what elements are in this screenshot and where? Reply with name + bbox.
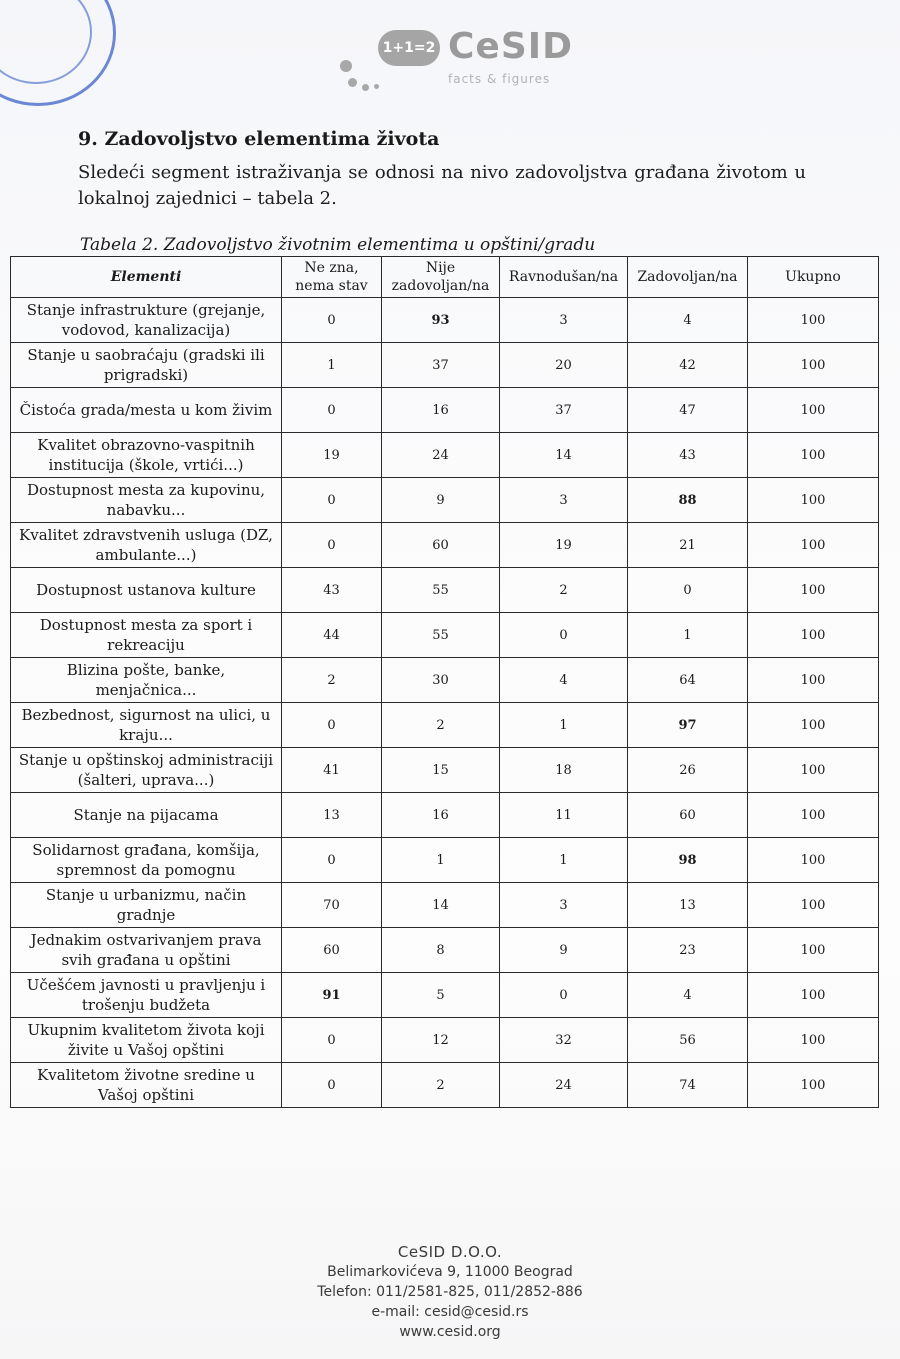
row-value-cell: 100 [748, 388, 879, 433]
logo-dot [348, 78, 357, 87]
row-label: Jednakim ostvarivanjem prava svih građana u opštini [11, 928, 282, 973]
row-label: Stanje u urbanizmu, način gradnje [11, 883, 282, 928]
row-label: Dostupnost ustanova kulture [11, 568, 282, 613]
row-value-cell: 32 [500, 1018, 628, 1063]
row-value-cell: 42 [628, 343, 748, 388]
row-value-cell: 100 [748, 298, 879, 343]
row-value-cell: 0 [282, 703, 382, 748]
row-label: Bezbednost, sigurnost na ulici, u kraju... [11, 703, 282, 748]
row-value-cell: 100 [748, 1018, 879, 1063]
row-value-cell: 55 [382, 568, 500, 613]
table-row [11, 388, 879, 433]
row-value-cell: 19 [500, 523, 628, 568]
logo-dot [340, 60, 352, 72]
table-row [11, 658, 879, 703]
row-value-cell: 100 [748, 1063, 879, 1108]
row-value-cell: 15 [382, 748, 500, 793]
row-value-cell: 2 [382, 703, 500, 748]
table-row [11, 298, 879, 343]
row-value-cell: 9 [382, 478, 500, 523]
row-value-cell: 4 [628, 973, 748, 1018]
row-value-cell: 97 [628, 703, 748, 748]
row-value-cell: 93 [382, 298, 500, 343]
table-row [11, 883, 879, 928]
row-value-cell: 14 [382, 883, 500, 928]
row-value-cell: 43 [628, 433, 748, 478]
table-header-row [11, 257, 879, 298]
row-value-cell: 1 [500, 838, 628, 883]
cesid-logo [340, 20, 574, 95]
row-value-cell: 12 [382, 1018, 500, 1063]
row-label: Ukupnim kvalitetom života koji živite u Vašoj opštini [11, 1018, 282, 1063]
row-value-cell: 60 [382, 523, 500, 568]
row-value-cell: 2 [382, 1063, 500, 1108]
row-value-cell: 44 [282, 613, 382, 658]
row-value-cell: 13 [282, 793, 382, 838]
row-value-cell: 8 [382, 928, 500, 973]
table-caption: Tabela 2. Zadovoljstvo životnim elementima u opštini/gradu [80, 235, 596, 255]
row-value-cell: 0 [500, 973, 628, 1018]
row-value-cell: 100 [748, 433, 879, 478]
row-value-cell: 74 [628, 1063, 748, 1108]
table-row [11, 793, 879, 838]
section-intro: Sledeći segment istraživanja se odnosi na nivo zadovoljstva građana životom u lokalnoj zajednici – tabela 2. [78, 162, 806, 209]
row-value-cell: 0 [500, 613, 628, 658]
row-label: Solidarnost građana, komšija, spremnost da pomognu [11, 838, 282, 883]
row-value-cell: 23 [628, 928, 748, 973]
table-row [11, 838, 879, 883]
table-row [11, 973, 879, 1018]
row-value-cell: 2 [500, 568, 628, 613]
row-value-cell: 0 [282, 523, 382, 568]
row-value-cell: 20 [500, 343, 628, 388]
footer-phone: Telefon: 011/2581-825, 011/2852-886 [317, 1284, 583, 1300]
row-value-cell: 43 [282, 568, 382, 613]
footer-company: CeSID D.O.O. [397, 1243, 503, 1261]
table-row [11, 523, 879, 568]
row-value-cell: 100 [748, 928, 879, 973]
table-row [11, 748, 879, 793]
row-value-cell: 91 [282, 973, 382, 1018]
row-value-cell: 60 [282, 928, 382, 973]
row-value-cell: 0 [282, 298, 382, 343]
row-value-cell: 64 [628, 658, 748, 703]
table-row [11, 1063, 879, 1108]
row-value-cell: 100 [748, 523, 879, 568]
row-value-cell: 98 [628, 838, 748, 883]
row-value-cell: 37 [382, 343, 500, 388]
logo-dot [362, 84, 369, 91]
row-value-cell: 21 [628, 523, 748, 568]
row-value-cell: 18 [500, 748, 628, 793]
table-body [11, 298, 879, 1108]
row-value-cell: 3 [500, 883, 628, 928]
row-label: Čistoća grada/mesta u kom živim [11, 388, 282, 433]
row-value-cell: 4 [500, 658, 628, 703]
table-row [11, 1018, 879, 1063]
column-header-ukupno: Ukupno [748, 257, 879, 298]
row-value-cell: 100 [748, 793, 879, 838]
row-value-cell: 100 [748, 883, 879, 928]
row-value-cell: 0 [628, 568, 748, 613]
row-value-cell: 60 [628, 793, 748, 838]
row-value-cell: 55 [382, 613, 500, 658]
row-value-cell: 0 [282, 838, 382, 883]
row-value-cell: 19 [282, 433, 382, 478]
satisfaction-table [10, 256, 879, 1108]
row-label: Blizina pošte, banke, menjačnica... [11, 658, 282, 703]
row-value-cell: 37 [500, 388, 628, 433]
row-value-cell: 14 [500, 433, 628, 478]
column-header-zadovoljan: Zadovoljan/na [628, 257, 748, 298]
row-value-cell: 100 [748, 973, 879, 1018]
row-label: Kvalitetom životne sredine u Vašoj opštini [11, 1063, 282, 1108]
row-value-cell: 13 [628, 883, 748, 928]
row-value-cell: 100 [748, 838, 879, 883]
row-value-cell: 0 [282, 388, 382, 433]
footer-web: www.cesid.org [399, 1324, 501, 1340]
row-value-cell: 2 [282, 658, 382, 703]
row-value-cell: 4 [628, 298, 748, 343]
row-value-cell: 1 [628, 613, 748, 658]
section-heading: 9. Zadovoljstvo elementima života [78, 128, 440, 150]
row-value-cell: 24 [500, 1063, 628, 1108]
row-value-cell: 47 [628, 388, 748, 433]
table-row [11, 703, 879, 748]
row-value-cell: 16 [382, 388, 500, 433]
row-value-cell: 56 [628, 1018, 748, 1063]
row-label: Kvalitet obrazovno-vaspitnih institucija (škole, vrtići...) [11, 433, 282, 478]
row-label: Kvalitet zdravstvenih usluga (DZ, ambulante...) [11, 523, 282, 568]
row-value-cell: 100 [748, 568, 879, 613]
table-row [11, 568, 879, 613]
row-value-cell: 9 [500, 928, 628, 973]
row-value-cell: 1 [500, 703, 628, 748]
table-row [11, 343, 879, 388]
row-value-cell: 41 [282, 748, 382, 793]
column-header-elementi: Elementi [11, 257, 282, 298]
logo-dot [374, 84, 379, 89]
logo-name: CeSID [448, 26, 574, 67]
row-value-cell: 100 [748, 613, 879, 658]
row-label: Stanje na pijacama [11, 793, 282, 838]
table-row [11, 613, 879, 658]
footer-email: e-mail: cesid@cesid.rs [371, 1304, 529, 1320]
page-footer [0, 1242, 900, 1342]
row-value-cell: 5 [382, 973, 500, 1018]
row-value-cell: 88 [628, 478, 748, 523]
row-value-cell: 100 [748, 703, 879, 748]
column-header-nije-zadovoljan: Nije zadovoljan/na [382, 257, 500, 298]
table-row [11, 433, 879, 478]
table-row [11, 478, 879, 523]
row-value-cell: 26 [628, 748, 748, 793]
row-value-cell: 100 [748, 478, 879, 523]
row-value-cell: 11 [500, 793, 628, 838]
row-value-cell: 100 [748, 658, 879, 703]
row-value-cell: 1 [282, 343, 382, 388]
row-value-cell: 30 [382, 658, 500, 703]
row-value-cell: 0 [282, 1018, 382, 1063]
row-label: Dostupnost mesta za kupovinu, nabavku... [11, 478, 282, 523]
logo-badge: 1+1=2 [378, 30, 440, 66]
row-value-cell: 1 [382, 838, 500, 883]
row-label: Stanje u saobraćaju (gradski ili prigradski) [11, 343, 282, 388]
row-value-cell: 100 [748, 343, 879, 388]
footer-address: Belimarkovićeva 9, 11000 Beograd [327, 1264, 573, 1280]
table-row [11, 928, 879, 973]
row-value-cell: 3 [500, 298, 628, 343]
row-label: Dostupnost mesta za sport i rekreaciju [11, 613, 282, 658]
row-value-cell: 70 [282, 883, 382, 928]
row-value-cell: 16 [382, 793, 500, 838]
row-value-cell: 100 [748, 748, 879, 793]
row-value-cell: 0 [282, 1063, 382, 1108]
row-label: Učešćem javnosti u pravljenju i trošenju budžeta [11, 973, 282, 1018]
logo-tagline: facts & figures [448, 72, 551, 86]
row-value-cell: 3 [500, 478, 628, 523]
row-value-cell: 24 [382, 433, 500, 478]
row-label: Stanje u opštinskoj administraciji (šalteri, uprava...) [11, 748, 282, 793]
column-header-ne-zna: Ne zna, nema stav [282, 257, 382, 298]
column-header-ravnodusan: Ravnodušan/na [500, 257, 628, 298]
row-value-cell: 0 [282, 478, 382, 523]
row-label: Stanje infrastrukture (grejanje, vodovod, kanalizacija) [11, 298, 282, 343]
